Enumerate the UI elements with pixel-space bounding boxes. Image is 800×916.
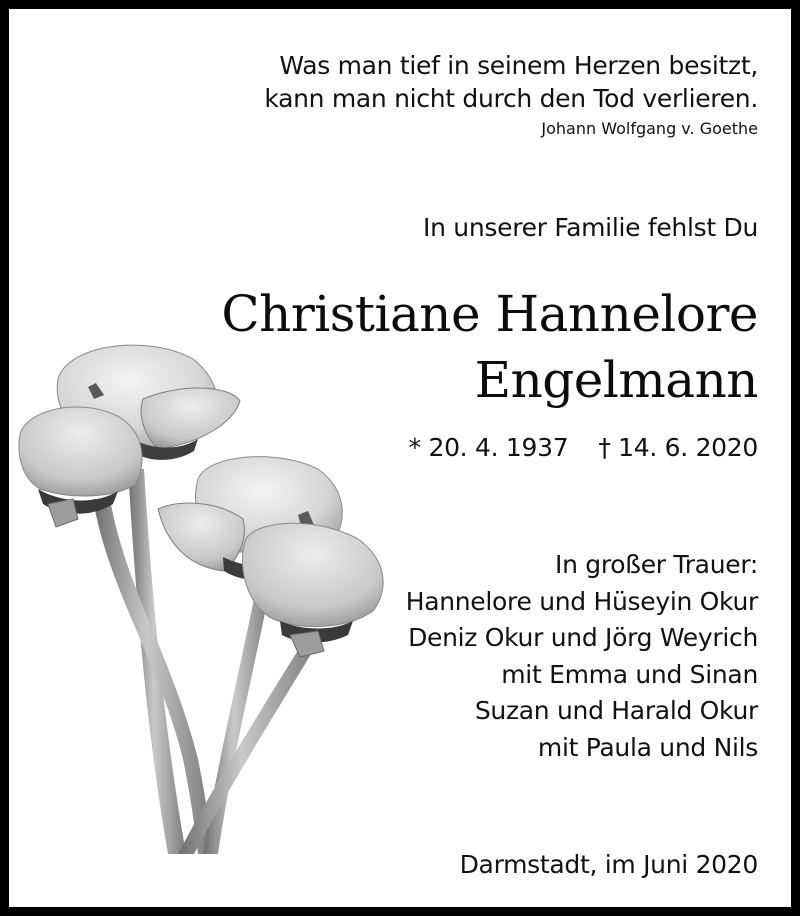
intro-text: In unserer Familie fehlst Du <box>423 213 758 242</box>
birth-date: * 20. 4. 1937 <box>408 433 569 462</box>
mourners-heading: In großer Trauer: <box>555 550 758 579</box>
mourner-line: mit Emma und Sinan <box>501 659 758 689</box>
place-and-date: Darmstadt, im Juni 2020 <box>459 850 758 879</box>
ranunculus-flowers-icon <box>18 339 393 859</box>
death-date: † 14. 6. 2020 <box>598 433 758 462</box>
quote-author: Johann Wolfgang v. Goethe <box>541 119 758 138</box>
quote-line-1: Was man tief in seinem Herzen besitzt, <box>279 51 758 80</box>
life-dates <box>409 432 758 464</box>
quote-line-2: kann man nicht durch den Tod verlieren. <box>264 84 758 113</box>
mourner-line: mit Paula und Nils <box>537 732 758 762</box>
deceased-surname: Engelmann <box>474 351 758 409</box>
mourners-list <box>406 547 758 766</box>
mourner-line: Deniz Okur und Jörg Weyrich <box>408 623 758 652</box>
deceased-first-names: Christiane Hannelore <box>221 285 758 343</box>
goethe-quote <box>264 49 758 141</box>
mourner-line: Suzan und Harald Okur <box>474 696 758 725</box>
mourner-line: Hannelore und Hüseyin Okur <box>405 586 758 616</box>
